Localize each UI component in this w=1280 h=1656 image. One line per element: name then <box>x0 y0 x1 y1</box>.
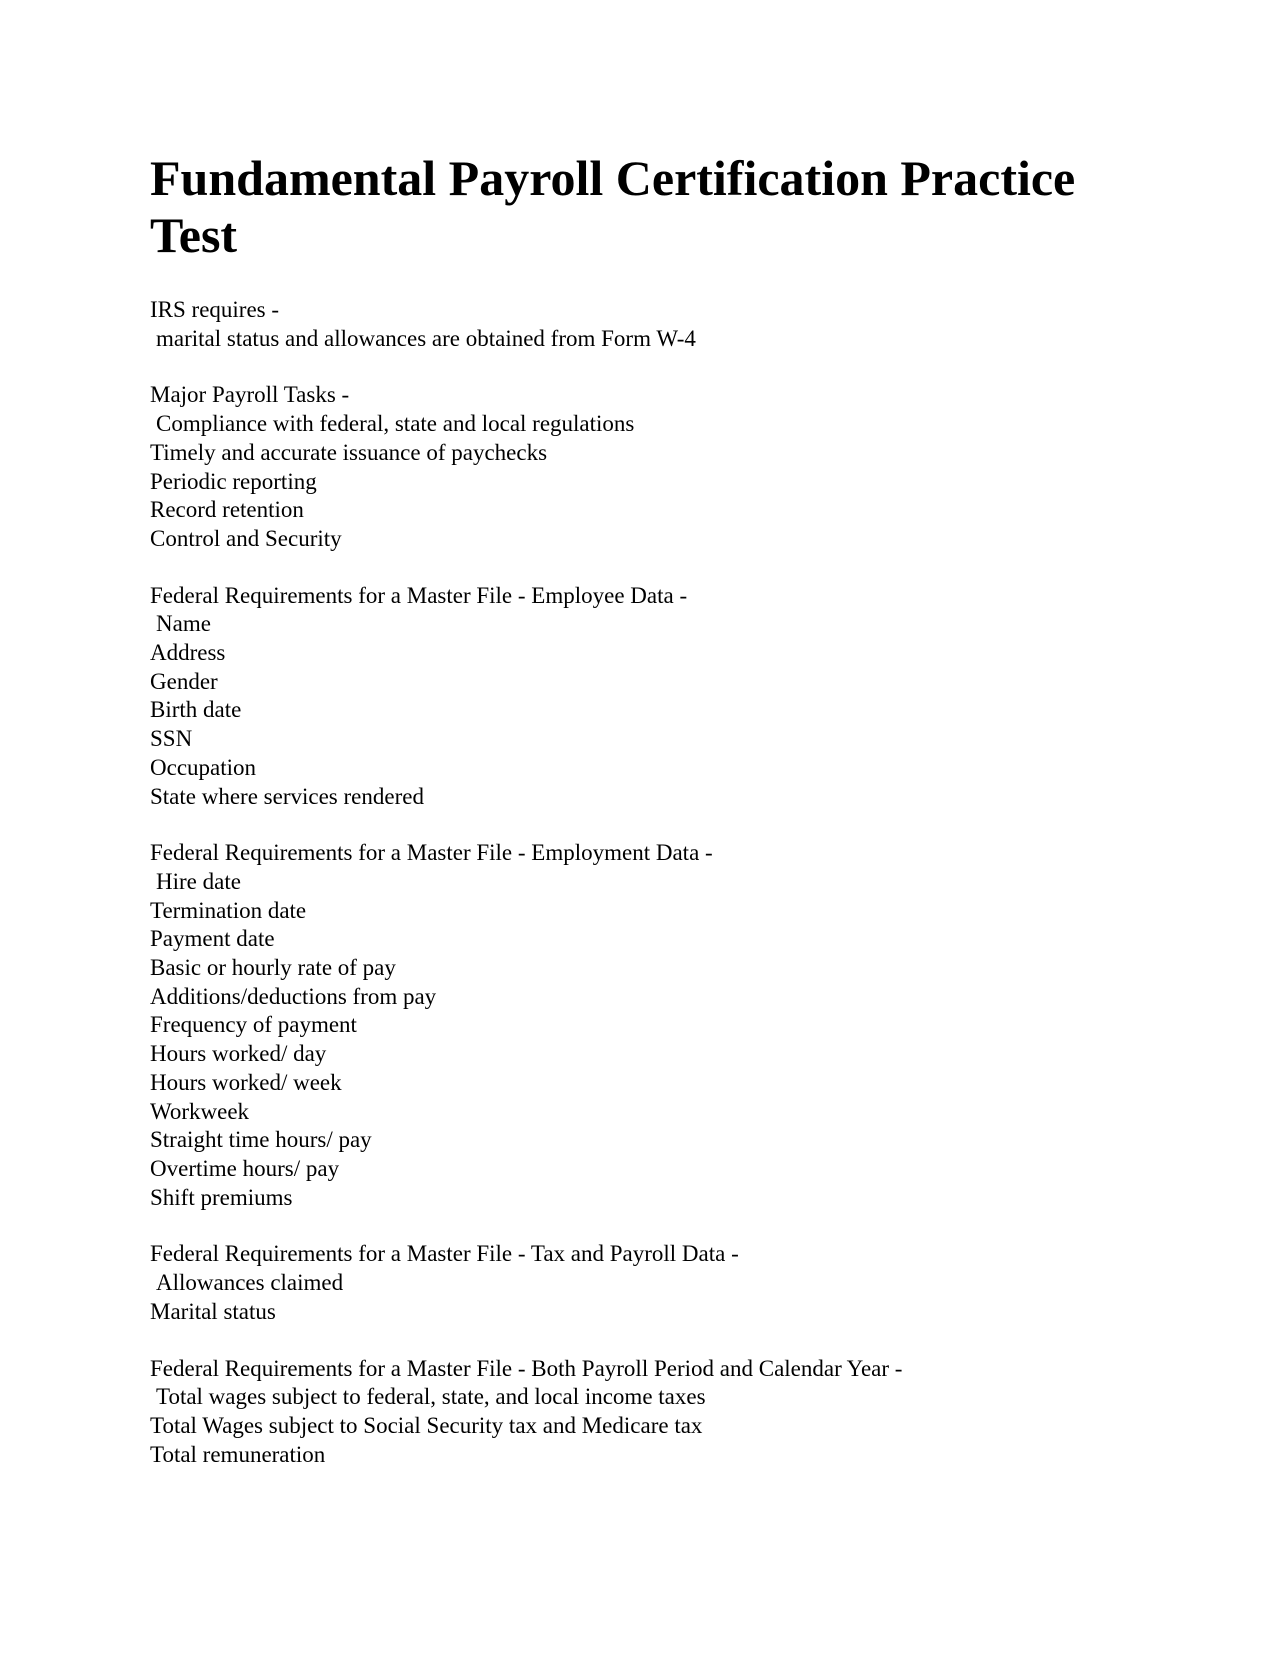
answer-line: Marital status <box>150 1298 276 1324</box>
flashcard-section <box>150 381 1150 553</box>
question-text: Federal Requirements for a Master File - Tax and Payroll Data - <box>150 1241 739 1267</box>
answer-line: Gender <box>150 668 218 694</box>
flashcard-section <box>150 1240 1150 1326</box>
answer-line: Compliance with federal, state and local regulations <box>156 411 635 437</box>
flashcard-section <box>150 1355 1150 1470</box>
answer-line: Termination date <box>150 897 307 923</box>
answer-line: Timely and accurate issuance of paychecks <box>150 439 548 465</box>
question-text: Federal Requirements for a Master File - Both Payroll Period and Calendar Year - <box>150 1355 903 1381</box>
answer-line: Hire date <box>156 868 241 894</box>
answer-line: marital status and allowances are obtained from Form W-4 <box>156 325 696 351</box>
answer-line: Basic or hourly rate of pay <box>150 955 396 981</box>
flashcard-section <box>150 296 1150 353</box>
document-title: Fundamental Payroll Certification Practice Test <box>150 150 1076 263</box>
answer-line: Total remuneration <box>150 1441 326 1467</box>
question-text: Federal Requirements for a Master File - Employment Data - <box>150 840 713 866</box>
answer-line: Frequency of payment <box>150 1012 357 1038</box>
answer-line: Birth date <box>150 697 242 723</box>
answer-line: Total wages subject to federal, state, and local income taxes <box>156 1384 706 1410</box>
answer-line: Total Wages subject to Social Security tax and Medicare tax <box>150 1412 703 1438</box>
answer-line: Name <box>156 611 211 637</box>
answer-line: Address <box>150 640 226 666</box>
answer-line: Overtime hours/ pay <box>150 1155 340 1181</box>
question-text: Federal Requirements for a Master File - Employee Data - <box>150 582 688 608</box>
answer-line: Periodic reporting <box>150 468 317 494</box>
answer-line: Payment date <box>150 926 275 952</box>
answer-line: Control and Security <box>150 525 342 551</box>
answer-line: Record retention <box>150 497 304 523</box>
answer-line: State where services rendered <box>150 783 424 809</box>
answer-line: Hours worked/ day <box>150 1041 327 1067</box>
question-text: IRS requires - <box>150 297 280 322</box>
flashcard-section <box>150 582 1150 812</box>
answer-line: Straight time hours/ pay <box>150 1127 372 1153</box>
answer-line: Additions/deductions from pay <box>150 983 437 1009</box>
question-text: Major Payroll Tasks - <box>150 382 350 408</box>
flashcard-list <box>150 296 1150 1469</box>
flashcard-section <box>150 839 1150 1212</box>
document-page <box>150 150 1150 1497</box>
answer-line: Occupation <box>150 754 257 780</box>
answer-line: Hours worked/ week <box>150 1069 342 1095</box>
answer-line: SSN <box>150 726 193 752</box>
answer-line: Shift premiums <box>150 1184 293 1210</box>
answer-line: Allowances claimed <box>156 1270 344 1296</box>
answer-line: Workweek <box>150 1098 250 1124</box>
